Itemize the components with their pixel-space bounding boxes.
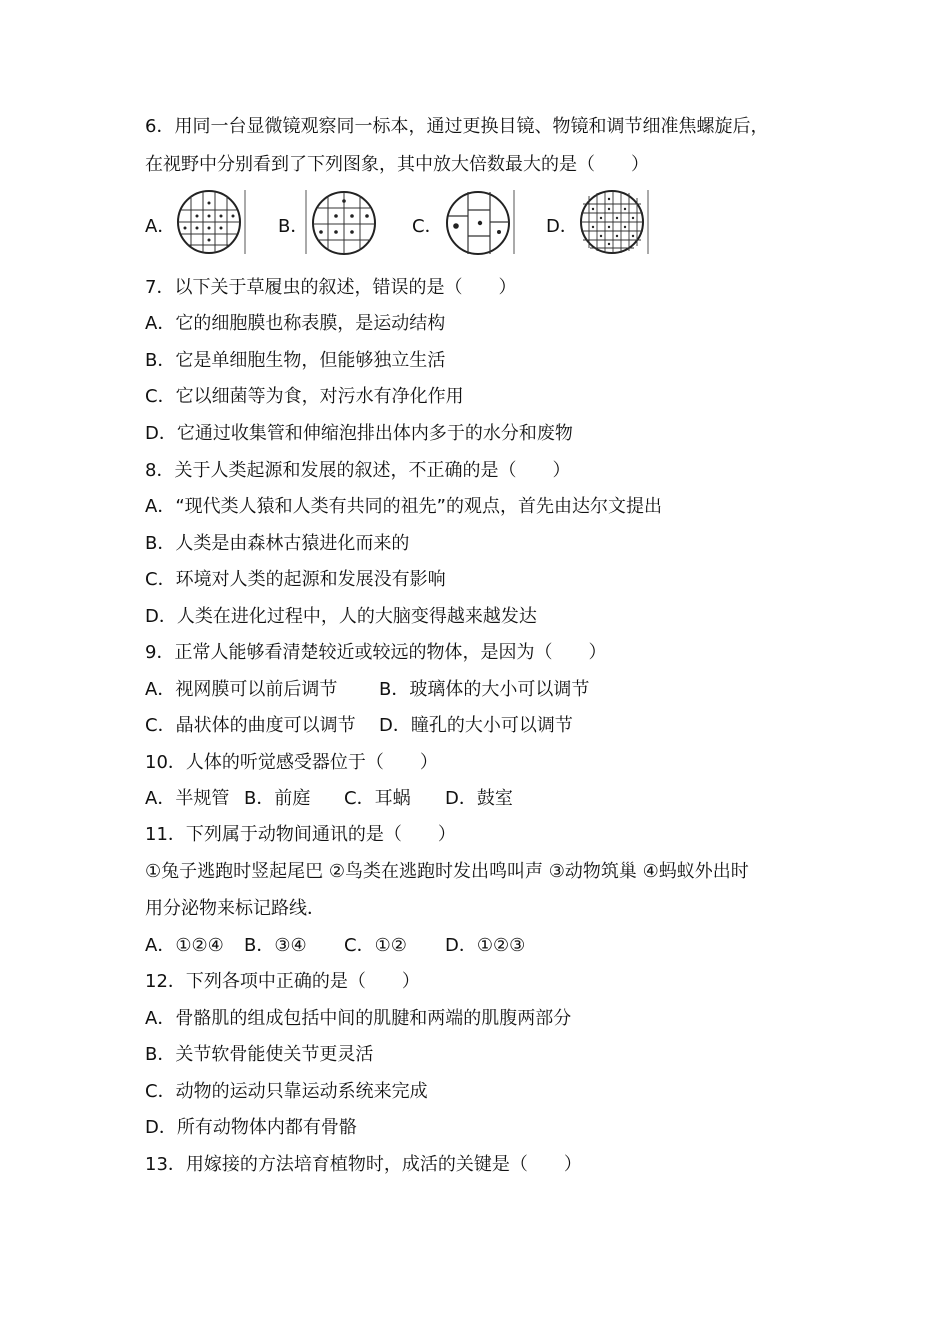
- q12-option-b: B．关节软骨能使关节更灵活: [145, 1044, 374, 1065]
- q8-option-b: B．人类是由森林古猿进化而来的: [145, 533, 410, 554]
- q10-option-c: C．耳蜗: [344, 788, 411, 809]
- q11-option-a: A．①②④: [145, 935, 224, 956]
- q13-stem: 13．用嫁接的方法培育植物时，成活的关键是（ ）: [145, 1154, 582, 1175]
- q12-stem: 12．下列各项中正确的是（ ）: [145, 971, 420, 992]
- q8-option-d: D．人类在进化过程中，人的大脑变得越来越发达: [145, 606, 537, 627]
- q8-stem: 8．关于人类起源和发展的叙述，不正确的是（ ）: [145, 460, 571, 481]
- q11-option-c: C．①②: [344, 935, 407, 956]
- q10-stem: 10．人体的听觉感受器位于（ ）: [145, 752, 438, 773]
- q7-stem: 7．以下关于草履虫的叙述，错误的是（ ）: [145, 277, 517, 298]
- q10-option-d: D．鼓室: [445, 788, 513, 809]
- q11-stem: 11．下列属于动物间通讯的是（ ）: [145, 824, 456, 845]
- q10-option-a: A．半规管: [145, 788, 230, 809]
- q11-option-b: B．③④: [244, 935, 307, 956]
- q9-stem: 9．正常人能够看清楚较近或较远的物体，是因为（ ）: [145, 642, 607, 663]
- q6-option-a-label: A．: [145, 216, 176, 237]
- q9-option-a: A．视网膜可以前后调节: [145, 679, 338, 700]
- microscope-view-a-image: [173, 188, 247, 256]
- q11-body-line2: 用分泌物来标记路线．: [145, 898, 325, 919]
- q6-stem-line1: 6．用同一台显微镜观察同一标本，通过更换目镜、物镜和调节细准焦螺旋后，: [145, 116, 769, 137]
- q10-option-b: B．前庭: [244, 788, 311, 809]
- q9-option-b: B．玻璃体的大小可以调节: [379, 679, 590, 700]
- q9-option-d: D．瞳孔的大小可以调节: [379, 715, 573, 736]
- q12-option-c: C．动物的运动只靠运动系统来完成: [145, 1081, 428, 1102]
- q12-option-d: D．所有动物体内都有骨骼: [145, 1117, 357, 1138]
- q12-option-a: A．骨骼肌的组成包括中间的肌腱和两端的肌腹两部分: [145, 1008, 572, 1029]
- q8-option-a: A．“现代类人猿和人类有共同的祖先”的观点，首先由达尔文提出: [145, 496, 662, 517]
- q11-body-line1: ①兔子逃跑时竖起尾巴 ②鸟类在逃跑时发出鸣叫声 ③动物筑巢 ④蚂蚁外出时: [145, 861, 749, 882]
- microscope-view-c-image: [440, 188, 516, 256]
- q7-option-b: B．它是单细胞生物，但能够独立生活: [145, 350, 446, 371]
- q11-option-d: D．①②③: [445, 935, 526, 956]
- q6-option-c-label: C．: [412, 216, 443, 237]
- q7-option-c: C．它以细菌等为食，对污水有净化作用: [145, 386, 464, 407]
- q6-option-b-label: B．: [278, 216, 309, 237]
- microscope-view-d-image: [574, 188, 650, 256]
- q6-stem-line2: 在视野中分别看到了下列图象，其中放大倍数最大的是（ ）: [145, 154, 649, 175]
- q9-option-c: C．晶状体的曲度可以调节: [145, 715, 356, 736]
- q8-option-c: C．环境对人类的起源和发展没有影响: [145, 569, 446, 590]
- q7-option-d: D．它通过收集管和伸缩泡排出体内多于的水分和废物: [145, 423, 573, 444]
- q7-option-a: A．它的细胞膜也称表膜，是运动结构: [145, 313, 446, 334]
- microscope-view-b-image: [304, 188, 382, 256]
- q6-option-d-label: D．: [546, 216, 578, 237]
